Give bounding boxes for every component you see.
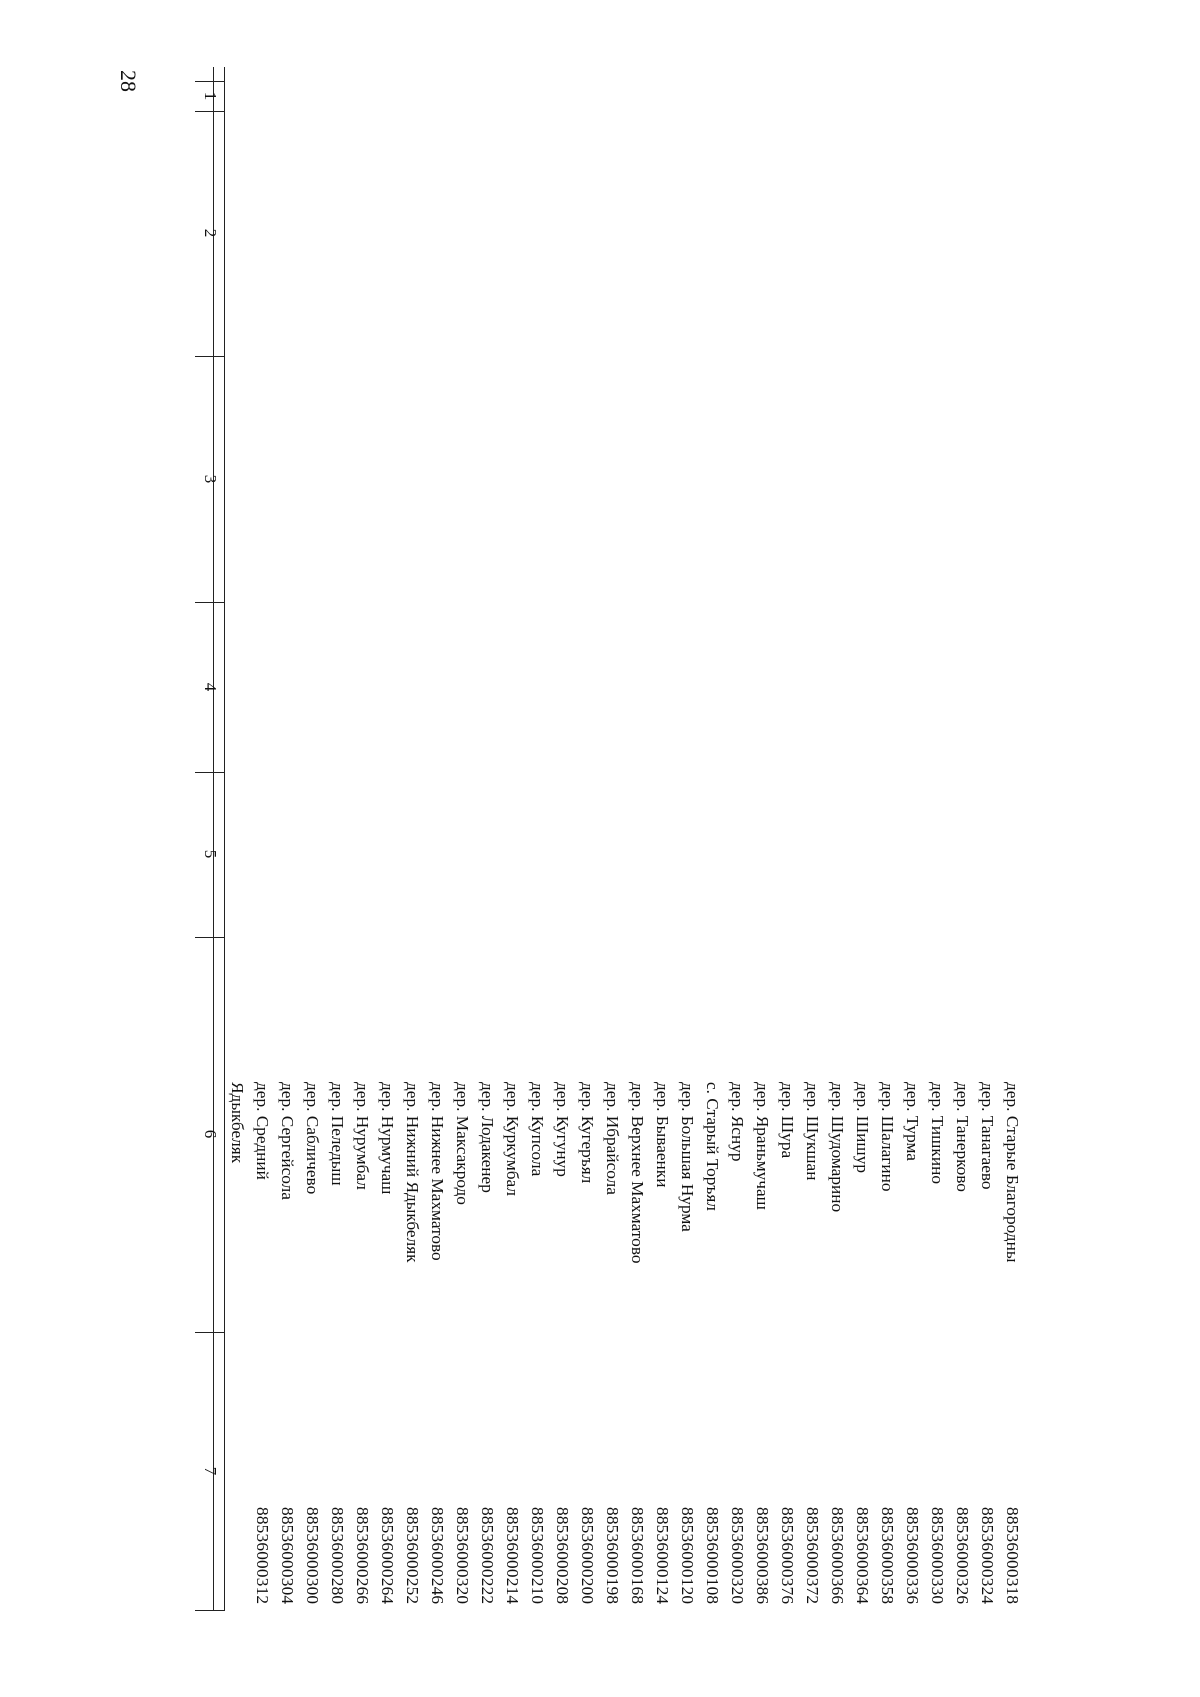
okato-code: 88536000318 — [1003, 1507, 1022, 1605]
settlement-name: дер. Шалагино — [878, 1082, 897, 1192]
column-header-3: 3 — [201, 474, 220, 484]
settlement-name: дер. Нижнее Махматово — [428, 1082, 447, 1261]
rotated-table — [180, 67, 1040, 1627]
settlement-name: дер. Шишур — [853, 1082, 872, 1174]
okato-code: 88536000312 — [253, 1507, 272, 1605]
okato-code: 88536000386 — [753, 1507, 772, 1605]
settlement-name: дер. Яснур — [728, 1082, 747, 1162]
column-divider — [195, 937, 225, 938]
header-bottom-rule — [224, 67, 225, 1610]
okato-code: 88536000222 — [478, 1507, 497, 1605]
settlement-name: дер. Сергейсола — [278, 1082, 297, 1200]
okato-code: 88536000208 — [553, 1507, 572, 1605]
column-header-6: 6 — [201, 1129, 220, 1139]
settlement-name: дер. Танерково — [953, 1082, 972, 1192]
settlement-name: дер. Кугеръял — [578, 1082, 597, 1184]
okato-code: 88536000200 — [578, 1507, 597, 1605]
okato-code: 88536000214 — [503, 1507, 522, 1605]
okato-code: 88536000324 — [978, 1507, 997, 1605]
column-divider — [195, 1610, 225, 1611]
settlement-name: дер. Турма — [903, 1082, 922, 1161]
column-divider — [195, 111, 225, 112]
settlement-name-column — [225, 1082, 1025, 1264]
column-header-1: 1 — [201, 91, 220, 101]
column-divider — [195, 356, 225, 357]
okato-code: 88536000372 — [803, 1507, 822, 1605]
settlement-name: дер. Ибрайсола — [603, 1082, 622, 1195]
okato-code: 88536000366 — [828, 1507, 847, 1605]
settlement-name: дер. Средний — [253, 1082, 272, 1180]
column-header-2: 2 — [201, 228, 220, 238]
page-number: 28 — [116, 70, 141, 92]
settlement-name: дер. Старые Благородны — [1003, 1082, 1022, 1263]
okato-code: 88536000210 — [528, 1507, 547, 1605]
settlement-name: дер. Кугунур — [553, 1082, 572, 1177]
okato-code: 88536000320 — [453, 1507, 472, 1605]
okato-code: 88536000326 — [953, 1507, 972, 1605]
okato-code: 88536000304 — [278, 1507, 297, 1605]
column-divider — [195, 1332, 225, 1333]
settlement-name: дер. Купсола — [528, 1082, 547, 1177]
settlement-name: дер. Шура — [778, 1082, 797, 1159]
settlement-name: дер. Нурумбал — [353, 1082, 372, 1190]
settlement-name: дер. Куркумбал — [503, 1082, 522, 1196]
settlement-name: дер. Тишкино — [928, 1082, 947, 1184]
column-divider — [195, 602, 225, 603]
okato-code: 88536000168 — [628, 1507, 647, 1605]
settlement-name: дер. Танагаево — [978, 1082, 997, 1190]
okato-code: 88536000124 — [653, 1507, 672, 1605]
settlement-name: дер. Шудомарино — [828, 1082, 847, 1213]
settlement-name: с. Старый Торъял — [703, 1082, 722, 1211]
okato-code: 88536000252 — [403, 1507, 422, 1605]
column-header-5: 5 — [201, 849, 220, 859]
settlement-name: дер. Пеледыш — [328, 1082, 347, 1186]
settlement-name: дер. Большая Нурма — [678, 1082, 697, 1232]
okato-code: 88536000264 — [378, 1507, 397, 1605]
okato-code: 88536000108 — [703, 1507, 722, 1605]
settlement-name: Ядыкбеляк — [228, 1082, 247, 1164]
okato-code: 88536000300 — [303, 1507, 322, 1605]
column-divider — [195, 772, 225, 773]
okato-code: 88536000280 — [328, 1507, 347, 1605]
okato-code: 88536000330 — [928, 1507, 947, 1605]
okato-code: 88536000120 — [678, 1507, 697, 1605]
okato-code: 88536000266 — [353, 1507, 372, 1605]
okato-code: 88536000246 — [428, 1507, 447, 1605]
settlement-name: дер. Верхнее Махматово — [628, 1082, 647, 1264]
okato-code: 88536000358 — [878, 1507, 897, 1605]
settlement-name: дер. Сабличево — [303, 1082, 322, 1195]
settlement-name: дер. Бываенки — [653, 1082, 672, 1188]
settlement-name: дер. Лодакенер — [478, 1082, 497, 1193]
okato-code-column — [250, 1507, 1025, 1604]
okato-code: 88536000320 — [728, 1507, 747, 1605]
settlement-name: дер. Максакродо — [453, 1082, 472, 1205]
column-header-7: 7 — [201, 1466, 220, 1476]
settlement-name: дер. Шукшан — [803, 1082, 822, 1181]
okato-code: 88536000336 — [903, 1507, 922, 1605]
okato-code: 88536000198 — [603, 1507, 622, 1605]
column-header-4: 4 — [201, 682, 220, 692]
settlement-name: дер. Нижний Ядыкбеляк — [403, 1082, 422, 1263]
okato-code: 88536000364 — [853, 1507, 872, 1605]
settlement-name: дер. Яраньмучаш — [753, 1082, 772, 1210]
settlement-name: дер. Нурмучаш — [378, 1082, 397, 1195]
okato-code: 88536000376 — [778, 1507, 797, 1605]
